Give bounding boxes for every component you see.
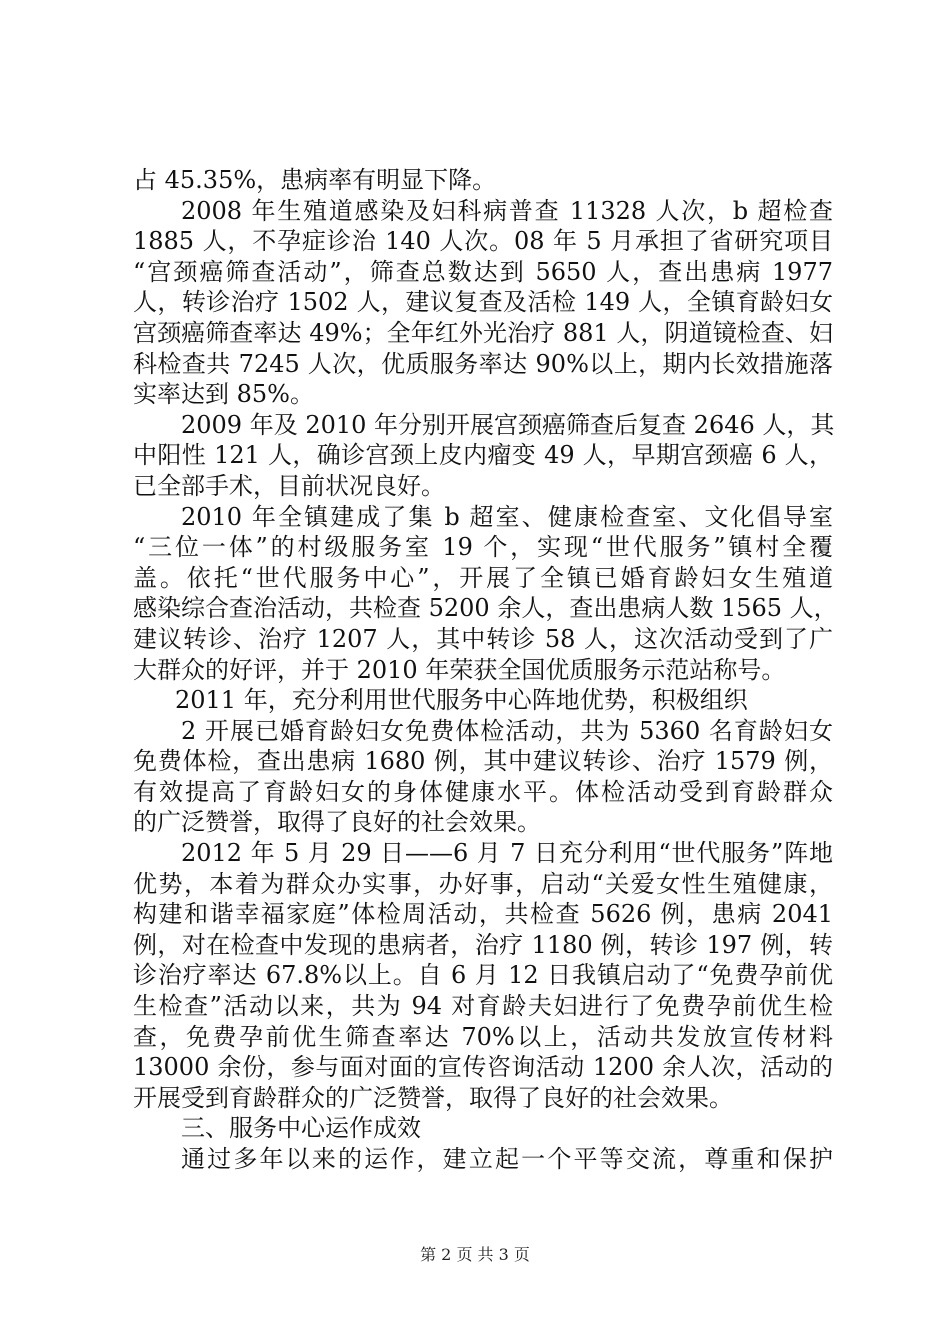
text-line: 优势，本着为群众办实事，办好事，启动“关爱女性生殖健康， — [133, 869, 833, 898]
text-line: 构建和谐幸福家庭”体检周活动，共检查 5626 例，患病 2041 — [133, 900, 833, 929]
text-line: 生检查”活动以来，共为 94 对育龄夫妇进行了免费孕前优生检 — [133, 992, 833, 1021]
page-footer — [0, 1242, 950, 1265]
text-line: 2 开展已婚育龄妇女免费体检活动，共为 5360 名育龄妇女 — [181, 716, 833, 745]
text-line: 1885 人，不孕症诊治 140 人次。08 年 5 月承担了省研究项目 — [133, 227, 833, 256]
text-line: 占 45.35%，患病率有明显下降。 — [133, 166, 497, 194]
paragraph-first-line: 2012 年 5 月 29 日——6 月 7 日充分利用“世代服务”阵地 — [181, 839, 833, 868]
text-line: 人，转诊治疗 1502 人，建议复查及活检 149 人，全镇育龄妇女 — [133, 288, 833, 317]
text-line: 开展受到育龄群众的广泛赞誉，取得了良好的社会效果。 — [133, 1083, 733, 1112]
text-line: 有效提高了育龄妇女的身体健康水平。体检活动受到育龄群众 — [133, 777, 833, 806]
text-line: 感染综合查治活动，共检查 5200 余人，查出患病人数 1565 人， — [133, 594, 838, 623]
text-line: 宫颈癌筛查率达 49%；全年红外光治疗 881 人，阴道镜检查、妇 — [133, 318, 833, 347]
text-line: 免费体检，查出患病 1680 例，其中建议转诊、治疗 1579 例， — [133, 747, 833, 776]
text-line: “三位一体”的村级服务室 19 个，实现“世代服务”镇村全覆 — [133, 533, 833, 562]
text-line: 查，免费孕前优生筛查率达 70%以上，活动共发放宣传材料 — [133, 1022, 833, 1051]
paragraph-first-line: 2011 年，充分利用世代服务中心阵地优势，积极组织 — [175, 686, 748, 715]
text-line: 科检查共 7245 人次，优质服务率达 90%以上，期内长效措施落 — [133, 349, 833, 378]
paragraph-first-line: 2008 年生殖道感染及妇科病普查 11328 人次，b 超检查 — [181, 196, 833, 225]
paragraph-first-line: 2010 年全镇建成了集 b 超室、健康检查室、文化倡导室 — [181, 502, 833, 531]
text-line: 诊治疗率达 67.8%以上。自 6 月 12 日我镇启动了“免费孕前优 — [133, 961, 833, 990]
text-line: 盖。依托“世代服务中心”，开展了全镇已婚育龄妇女生殖道 — [133, 563, 833, 592]
body-text — [133, 165, 838, 1175]
text-line: 13000 余份，参与面对面的宣传咨询活动 1200 余人次，活动的 — [133, 1053, 833, 1082]
section-heading: 三、服务中心运作成效 — [181, 1114, 421, 1143]
paragraph-first-line: 通过多年以来的运作，建立起一个平等交流，尊重和保护 — [181, 1145, 833, 1173]
text-line: 的广泛赞誉，取得了良好的社会效果。 — [133, 808, 541, 837]
page-number-label: 第 2 页 共 3 页 — [420, 1245, 530, 1264]
paragraph-first-line: 2009 年及 2010 年分别开展宫颈癌筛查后复查 2646 人，其 — [181, 410, 835, 439]
text-line: 建议转诊、治疗 1207 人，其中转诊 58 人，这次活动受到了广 — [133, 624, 833, 653]
text-line: “宫颈癌筛查活动”，筛查总数达到 5650 人，查出患病 1977 — [133, 257, 833, 286]
text-line: 例，对在检查中发现的患病者，治疗 1180 例，转诊 197 例，转 — [133, 930, 833, 959]
text-line: 中阳性 121 人，确诊宫颈上皮内瘤变 49 人，早期宫颈癌 6 人， — [133, 441, 833, 470]
text-line: 大群众的好评，并于 2010 年荣获全国优质服务示范站称号。 — [133, 655, 786, 684]
text-line: 实率达到 85%。 — [133, 380, 314, 409]
text-line: 已全部手术，目前状况良好。 — [133, 471, 445, 500]
